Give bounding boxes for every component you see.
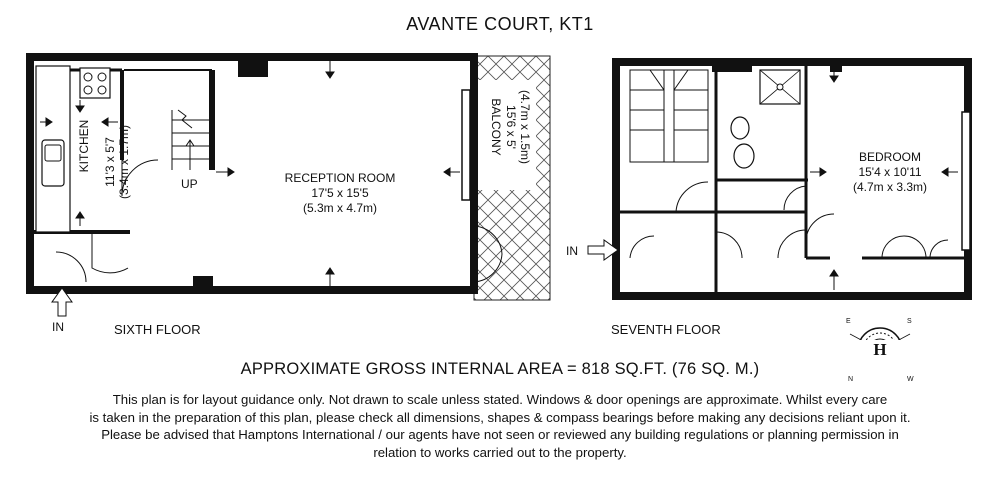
- balcony-size-imperial: 15'6 x 5': [504, 105, 518, 149]
- compass-point-s: S: [907, 318, 912, 325]
- seventh-floor-entry-label: IN: [566, 244, 578, 258]
- compass-rose: [850, 328, 910, 340]
- kitchen-size-m: [117, 97, 132, 227]
- reception-room-name: RECEPTION ROOM: [284, 171, 396, 185]
- seventh-floor-label: SEVENTH FLOOR: [611, 322, 721, 337]
- kitchen-size-imperial: 11'3 x 5'7: [103, 137, 117, 187]
- disclaimer-line: relation to works carried out to the property.: [373, 444, 627, 460]
- sixth-floor-label: SIXTH FLOOR: [114, 322, 201, 337]
- kitchen-label: [77, 81, 92, 211]
- disclaimer: [20, 391, 980, 461]
- compass-point-n: N: [848, 376, 854, 383]
- balcony-size-metric: (4.7m x 1.5m): [518, 89, 532, 164]
- compass-logo: H: [873, 340, 887, 359]
- balcony-size-m: [517, 57, 532, 197]
- bedroom-name: BEDROOM: [858, 150, 921, 164]
- bedroom-size-metric: (4.7m x 3.3m): [852, 180, 927, 194]
- reception-room-size-metric: (5.3m x 4.7m): [302, 201, 377, 215]
- bedroom-label: [820, 150, 960, 195]
- disclaimer-line: Please be advised that Hamptons International / our agents have not seen or reviewed any building regulations or planning permission in: [101, 427, 899, 442]
- kitchen-size-metric: (3.4m x 1.7m): [117, 125, 131, 200]
- stairs-up-label: UP: [181, 177, 198, 191]
- compass-point-e: E: [846, 318, 851, 325]
- sixth-floor-entry-label: IN: [52, 320, 64, 334]
- bedroom-size-imperial: 15'4 x 10'11: [858, 165, 922, 179]
- kitchen-size: [103, 97, 118, 227]
- balcony-label: [488, 57, 503, 197]
- kitchen-name: KITCHEN: [77, 119, 91, 173]
- balcony-name: BALCONY: [489, 98, 503, 156]
- basin: [731, 117, 749, 139]
- plan-title: AVANTE COURT, KT1: [406, 14, 594, 34]
- balcony-size: [503, 57, 518, 197]
- stairs-up: [172, 110, 210, 170]
- stairs-down: [630, 70, 708, 162]
- reception-room-size-imperial: 17'5 x 15'5: [311, 186, 369, 200]
- toilet: [734, 144, 754, 168]
- gross-internal-area: APPROXIMATE GROSS INTERNAL AREA = 818 SQ.FT. (76 SQ. M.): [240, 360, 760, 378]
- reception-room-label: [250, 171, 430, 216]
- disclaimer-line: This plan is for layout guidance only. Not drawn to scale unless stated. Windows & door openings are approximate. Whilst every care: [112, 392, 888, 407]
- disclaimer-line: is taken in the preparation of this plan, please check all dimensions, shapes & compass bearings before making any decisions reliant upon it.: [89, 409, 911, 425]
- compass-point-w: W: [907, 376, 914, 383]
